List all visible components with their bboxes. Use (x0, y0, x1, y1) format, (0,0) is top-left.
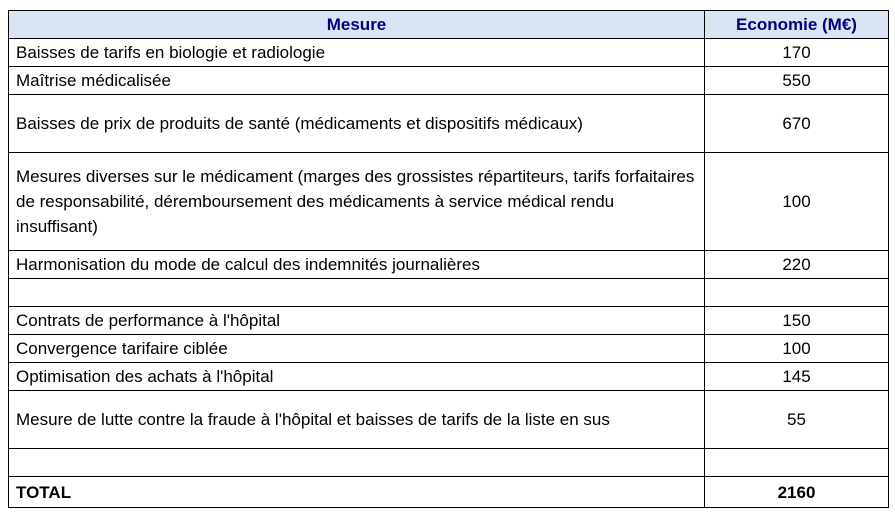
table-row (9, 39, 889, 67)
empty-row (9, 449, 889, 477)
savings-table (8, 10, 889, 508)
savings-cell: 220 (705, 251, 889, 279)
table-row (9, 391, 889, 449)
savings-cell: 550 (705, 67, 889, 95)
savings-cell: 150 (705, 307, 889, 335)
header-mesure: Mesure (9, 11, 705, 39)
measure-cell: Mesures diverses sur le médicament (marges des grossistes répartiteurs, tarifs forfaitaires de responsabilité, déremboursement des médicaments à service médical rendu insuffisant) (9, 153, 705, 251)
header-row (9, 11, 889, 39)
savings-cell: 55 (705, 391, 889, 449)
savings-cell (705, 279, 889, 307)
measure-cell (9, 449, 705, 477)
measure-cell: Maîtrise médicalisée (9, 67, 705, 95)
measure-cell: Contrats de performance à l'hôpital (9, 307, 705, 335)
table-row (9, 153, 889, 251)
measure-cell: Baisses de prix de produits de santé (médicaments et dispositifs médicaux) (9, 95, 705, 153)
total-value: 2160 (705, 477, 889, 508)
table-row (9, 363, 889, 391)
measure-cell: Convergence tarifaire ciblée (9, 335, 705, 363)
savings-cell: 670 (705, 95, 889, 153)
savings-cell: 100 (705, 153, 889, 251)
header-economie: Economie (M€) (705, 11, 889, 39)
empty-row (9, 279, 889, 307)
savings-cell: 145 (705, 363, 889, 391)
table-row (9, 67, 889, 95)
total-row (9, 477, 889, 508)
table-row (9, 307, 889, 335)
table-row (9, 95, 889, 153)
table-row (9, 335, 889, 363)
measure-cell: Baisses de tarifs en biologie et radiologie (9, 39, 705, 67)
savings-cell (705, 449, 889, 477)
savings-cell: 170 (705, 39, 889, 67)
table-row (9, 251, 889, 279)
measure-cell: Harmonisation du mode de calcul des indemnités journalières (9, 251, 705, 279)
measure-cell: Mesure de lutte contre la fraude à l'hôpital et baisses de tarifs de la liste en sus (9, 391, 705, 449)
measure-cell: Optimisation des achats à l'hôpital (9, 363, 705, 391)
savings-cell: 100 (705, 335, 889, 363)
total-label: TOTAL (9, 477, 705, 508)
measure-cell (9, 279, 705, 307)
